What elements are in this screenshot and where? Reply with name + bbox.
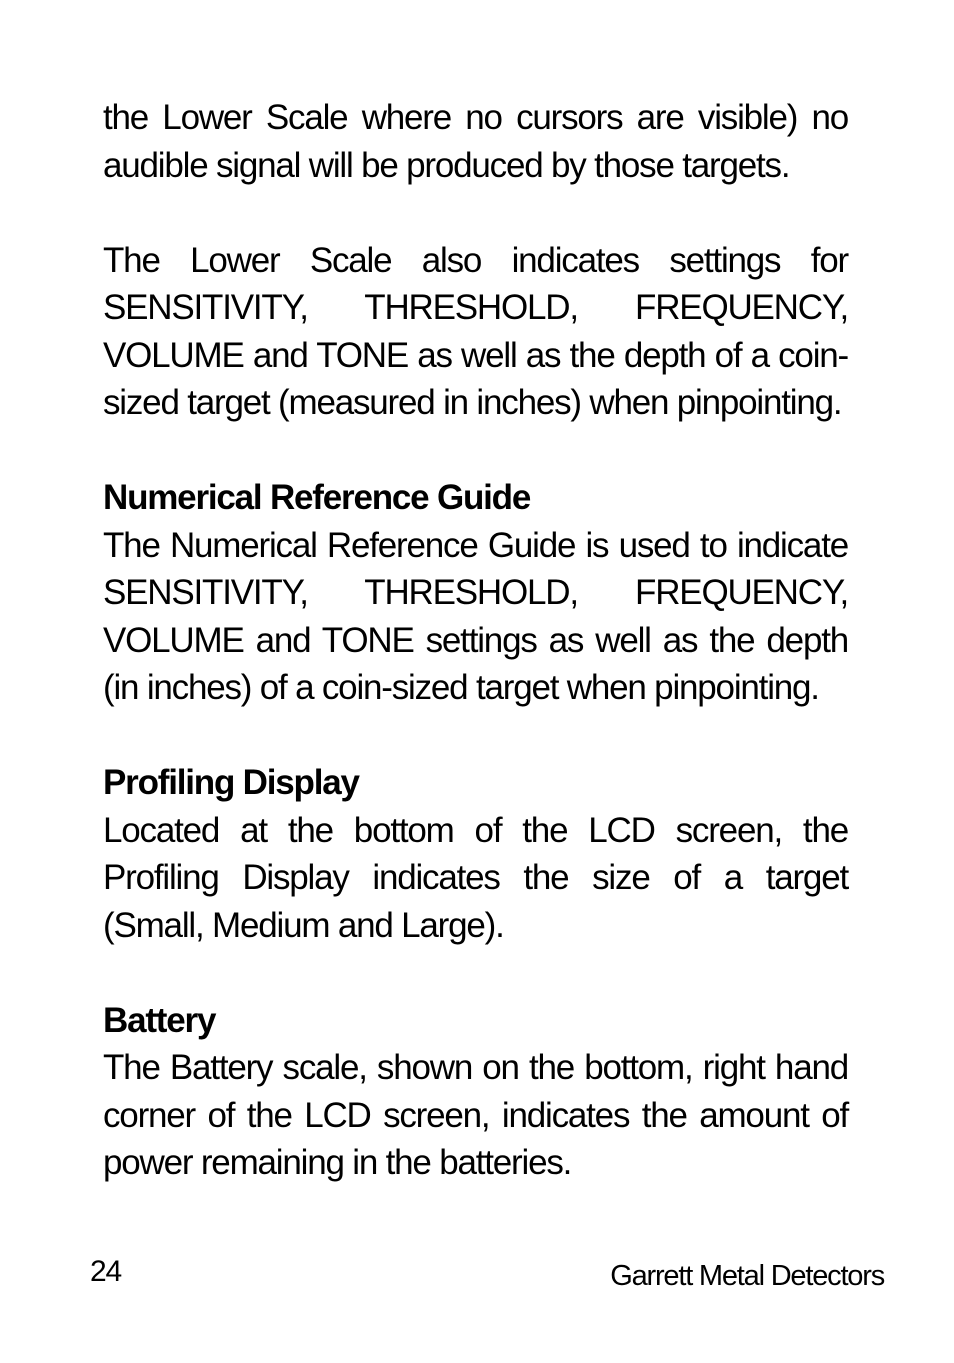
page-content (103, 94, 848, 1187)
footer-brand: Garrett Metal Detectors (610, 1260, 884, 1292)
section-body-numerical-reference-guide: The Numerical Reference Guide is used to indicate SENSITIVITY, THRESHOLD, FREQUENCY, VOLUME and TONE settings as well as the depth (in inches) of a coin-sized target when pinpointing. (103, 525, 848, 707)
section-heading-numerical-reference-guide: Numerical Reference Guide (103, 478, 531, 517)
paragraph-lower-scale-continued: the Lower Scale where no cursors are visible) no audible signal will be produced by those targets. (103, 98, 848, 185)
paragraph-spacer (103, 712, 848, 760)
paragraph-lower-scale-settings: The Lower Scale also indicates settings for SENSITIVITY, THRESHOLD, FREQUENCY, VOLUME and TONE as well as the depth of a coin-sized target (measured in inches) when pinpointing. (103, 240, 848, 422)
paragraph-spacer (103, 427, 848, 475)
paragraph-spacer (103, 189, 848, 237)
page-number: 24 (90, 1255, 121, 1288)
section-body-profiling-display: Located at the bottom of the LCD screen, the Profiling Display indicates the size of a target (Small, Medium and Large). (103, 810, 848, 945)
section-heading-profiling-display: Profiling Display (103, 763, 359, 802)
section-body-battery: The Battery scale, shown on the bottom, right hand corner of the LCD screen, indicates the amount of power remaining in the batteries. (103, 1048, 848, 1182)
section-heading-battery: Battery (103, 1000, 216, 1040)
paragraph-spacer (103, 949, 848, 997)
